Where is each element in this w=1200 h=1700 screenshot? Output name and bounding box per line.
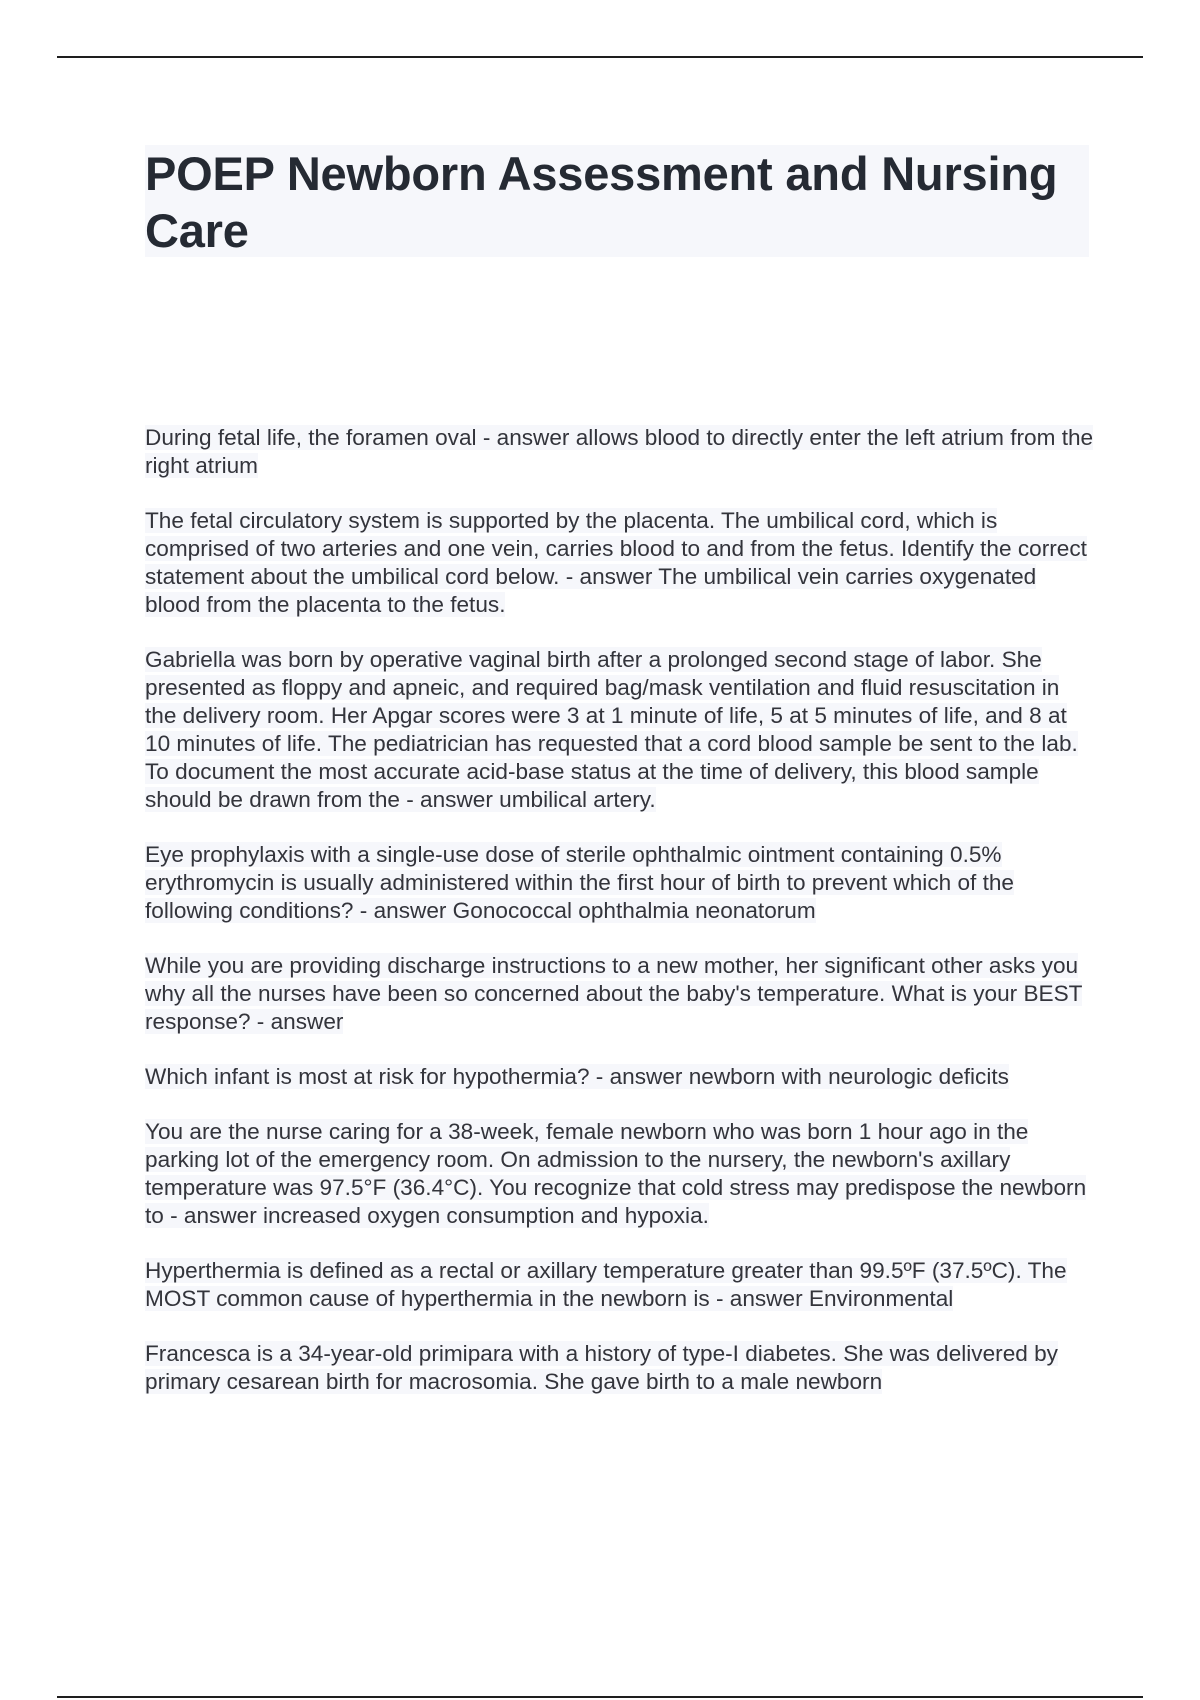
bottom-rule bbox=[57, 1696, 1143, 1698]
qa-item bbox=[145, 1118, 1095, 1230]
qa-text: Which infant is most at risk for hypothermia? - answer newborn with neurologic deficits bbox=[145, 1064, 1009, 1089]
qa-item bbox=[145, 1063, 1095, 1091]
qa-text: While you are providing discharge instructions to a new mother, her significant other asks you why all the nurses have been so concerned about the baby's temperature. What is your BEST response? - answer bbox=[145, 953, 1083, 1034]
qa-item bbox=[145, 841, 1095, 925]
qa-text: Gabriella was born by operative vaginal birth after a prolonged second stage of labor. She presented as floppy and apneic, and required bag/mask ventilation and fluid resuscitation in the delivery room. Her Apgar scores were 3 at 1 minute of life, 5 at 5 minutes of life, and 8 at 10 minutes of life. The pediatrician has requested that a cord blood sample be sent to the lab. To document the most accurate acid-base status at the time of delivery, this blood sample should be drawn from the - answer umbilical artery. bbox=[145, 647, 1078, 812]
title-block bbox=[145, 145, 1089, 257]
qa-text: Hyperthermia is defined as a rectal or axillary temperature greater than 99.5ºF (37.5ºC). The MOST common cause of hyperthermia in the newborn is - answer Environmental bbox=[145, 1258, 1067, 1311]
qa-text: During fetal life, the foramen oval - answer allows blood to directly enter the left atrium from the right atrium bbox=[145, 425, 1094, 478]
qa-text: You are the nurse caring for a 38-week, female newborn who was born 1 hour ago in the parking lot of the emergency room. On admission to the nursery, the newborn's axillary temperature was 97.5°F (36.4°C). You recognize that cold stress may predispose the newborn to - answer increased oxygen consumption and hypoxia. bbox=[145, 1119, 1087, 1228]
qa-item bbox=[145, 424, 1095, 480]
qa-item bbox=[145, 952, 1095, 1036]
document-title: POEP Newborn Assessment and Nursing Care bbox=[145, 147, 1058, 257]
qa-list bbox=[145, 424, 1095, 1423]
qa-item bbox=[145, 507, 1095, 619]
top-rule bbox=[57, 56, 1143, 58]
qa-text: The fetal circulatory system is supported by the placenta. The umbilical cord, which is comprised of two arteries and one vein, carries blood to and from the fetus. Identify the correct statement about the umbilical cord below. - answer The umbilical vein carries oxygenated blood from the placenta to the fetus. bbox=[145, 508, 1087, 617]
qa-text: Eye prophylaxis with a single-use dose of sterile ophthalmic ointment containing 0.5% erythromycin is usually administered within the first hour of birth to prevent which of the following conditions? - answer Gonococcal ophthalmia neonatorum bbox=[145, 842, 1014, 923]
qa-text: Francesca is a 34-year-old primipara with a history of type-I diabetes. She was delivered by primary cesarean birth for macrosomia. She gave birth to a male newborn bbox=[145, 1341, 1058, 1394]
qa-item bbox=[145, 1340, 1095, 1396]
qa-item bbox=[145, 646, 1095, 814]
qa-item bbox=[145, 1257, 1095, 1313]
